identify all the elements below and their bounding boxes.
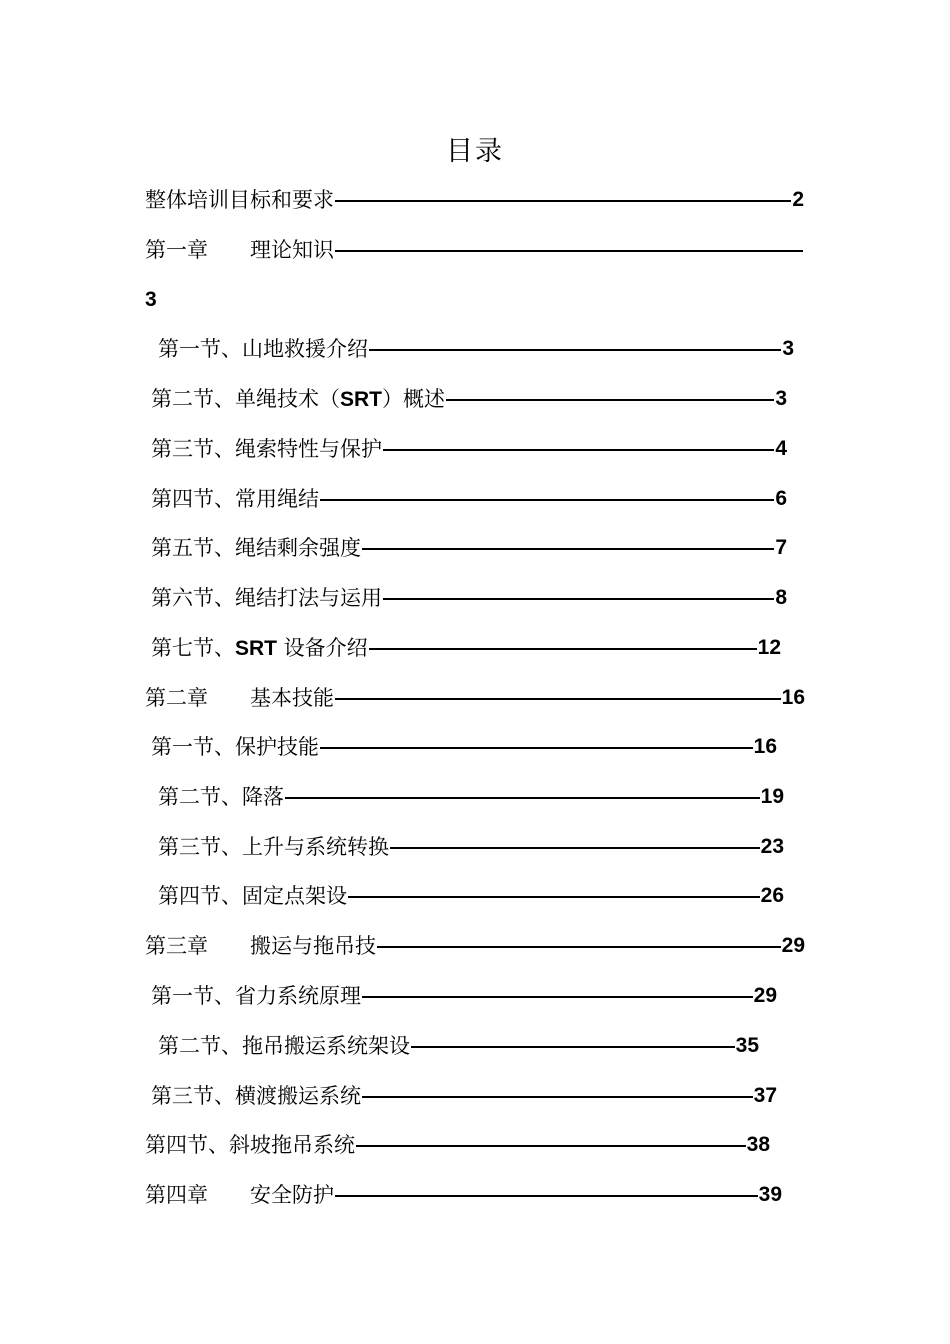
- toc-entry: [151, 434, 787, 464]
- toc-entry: [151, 384, 787, 414]
- toc-leader-line: [369, 648, 757, 650]
- toc-entry-label-pre: 第七节、: [151, 635, 235, 660]
- toc-entry: [151, 981, 777, 1011]
- toc-entry: [151, 633, 781, 663]
- toc-leader-line: [362, 1096, 753, 1098]
- toc-entry: [145, 235, 804, 265]
- toc-entry-label: 第四章 安全防护: [145, 1183, 334, 1207]
- toc-leader-line: [362, 996, 753, 998]
- toc-entry-page: 29: [781, 934, 805, 957]
- toc-entry: [151, 732, 777, 762]
- toc-leader-line: [377, 946, 781, 948]
- toc-title: 目录: [446, 136, 504, 167]
- toc-entry-label: 第二节、拖吊搬运系统架设: [158, 1034, 410, 1058]
- toc-entry-label: 第一章 理论知识: [145, 238, 334, 262]
- toc-entry-page: 23: [760, 835, 784, 858]
- toc-leader-line: [383, 449, 774, 451]
- toc-entry-page: 26: [760, 884, 784, 907]
- toc-entry-label: 第二节、降落: [158, 785, 284, 809]
- toc-entry-label: 第三节、上升与系统转换: [158, 835, 389, 859]
- toc-leader-line: [348, 896, 760, 898]
- toc-entry-label-pre: 第二节、单绳技术（: [151, 386, 340, 411]
- toc-leader-line: [369, 349, 781, 351]
- toc-entry-label: 第四节、常用绳结: [151, 487, 319, 511]
- toc-leader-line: [446, 399, 774, 401]
- toc-entry-label: 第三节、绳索特性与保护: [151, 437, 382, 461]
- toc-leader-line: [320, 747, 753, 749]
- toc-entry-label: 第五节、绳结剩余强度: [151, 536, 361, 560]
- toc-entry-label: 第四节、固定点架设: [158, 884, 347, 908]
- toc-entry: [145, 185, 804, 215]
- toc-entry-page: 7: [775, 536, 787, 559]
- toc-leader-line: [362, 548, 774, 550]
- toc-leader-line: [390, 847, 760, 849]
- toc-entry-label: 第三节、横渡搬运系统: [151, 1084, 361, 1108]
- toc-entry-label-post: ）概述: [382, 386, 445, 411]
- toc-entry-label-srt: SRT: [235, 636, 277, 660]
- toc-leader-line: [383, 598, 774, 600]
- toc-entry-page: 35: [735, 1034, 759, 1057]
- toc-entry-page: 37: [753, 1084, 777, 1107]
- toc-entry-label: 整体培训目标和要求: [145, 188, 334, 212]
- toc-entry-page: 2: [792, 188, 804, 211]
- toc-entry-page: 16: [753, 735, 777, 758]
- toc-leader-line: [335, 698, 781, 700]
- toc-entry-label-post: 设备介绍: [277, 635, 368, 660]
- toc-leader-line: [285, 797, 760, 799]
- toc-entry: [158, 782, 784, 812]
- toc-entry: [145, 1130, 770, 1160]
- toc-entry: [145, 931, 805, 961]
- toc-entry: [151, 533, 787, 563]
- toc-entry-page: 3: [782, 337, 794, 360]
- toc-entry-page: 6: [775, 487, 787, 510]
- toc-entry-page: 4: [775, 437, 787, 460]
- toc-entry-label-srt: SRT: [340, 387, 382, 411]
- toc-entry-page: 38: [746, 1133, 770, 1156]
- toc-entry: [145, 683, 805, 713]
- toc-leader-line: [335, 200, 791, 202]
- toc-leader-line: [335, 250, 803, 252]
- toc-entry-label: 第四节、斜坡拖吊系统: [145, 1133, 355, 1157]
- toc-entry-page: 3: [775, 387, 787, 410]
- toc-entry-label: [151, 384, 445, 415]
- toc-entry-label: [151, 633, 368, 664]
- toc-entry-label: 第一节、山地救援介绍: [158, 337, 368, 361]
- toc-entry: [158, 881, 784, 911]
- toc-leader-line: [320, 499, 774, 501]
- toc-entry-label: 第六节、绳结打法与运用: [151, 586, 382, 610]
- toc-entry-label: 第三章 搬运与拖吊技: [145, 934, 376, 958]
- toc-entry-page: 29: [753, 984, 777, 1007]
- toc-entry-label: 第一节、省力系统原理: [151, 984, 361, 1008]
- toc-entry: [158, 334, 794, 364]
- toc-entry: [145, 1180, 782, 1210]
- toc-entry: [151, 1081, 777, 1111]
- toc-entry-page: 39: [758, 1183, 782, 1206]
- toc-leader-line: [335, 1195, 758, 1197]
- toc-entry-label: 第二章 基本技能: [145, 686, 334, 710]
- toc-entry: [151, 484, 787, 514]
- toc-leader-line: [356, 1145, 746, 1147]
- toc-entry: [158, 1031, 759, 1061]
- toc-entry-page: 12: [757, 636, 781, 659]
- toc-entry: [158, 832, 784, 862]
- toc-entry-label: 第一节、保护技能: [151, 735, 319, 759]
- toc-leader-line: [411, 1046, 735, 1048]
- toc-entry-page: 19: [760, 785, 784, 808]
- toc-entry-page: 8: [775, 586, 787, 609]
- toc-entry: [151, 583, 787, 613]
- toc-entry-page: 16: [781, 686, 805, 709]
- toc-entry-page: 3: [145, 288, 157, 311]
